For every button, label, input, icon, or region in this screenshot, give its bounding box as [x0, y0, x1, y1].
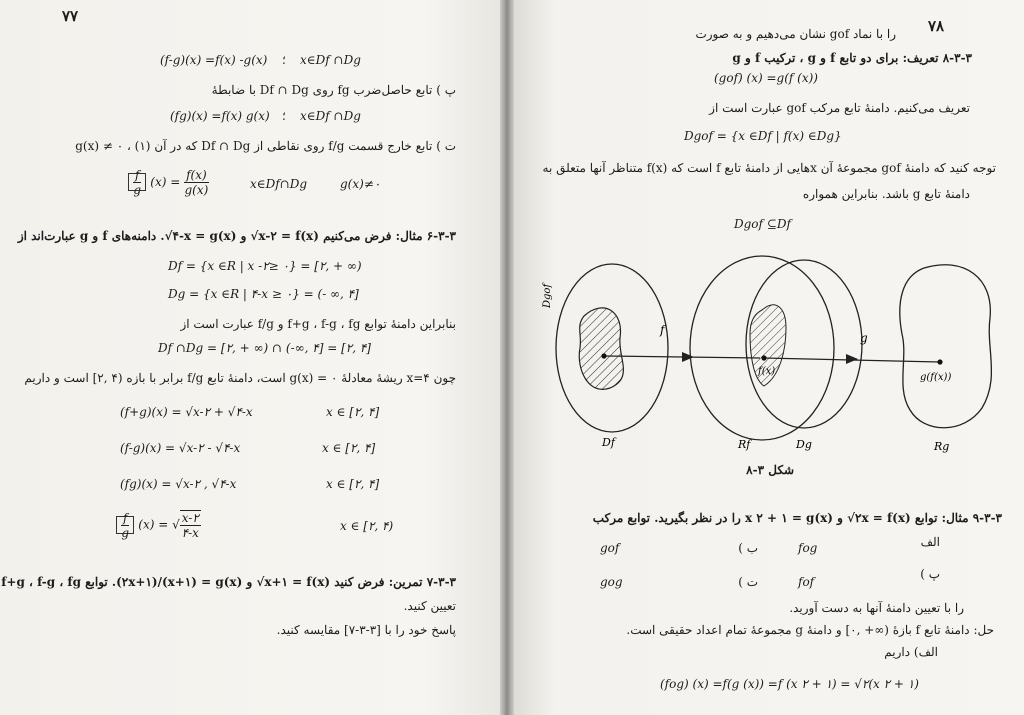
- item-label: پ ): [920, 567, 940, 581]
- quotient-formula: $\frac{f}{g}$ (x) = √ $\frac{x-۲}{۴-x}$: [116, 510, 201, 544]
- rad-num: x-۲: [181, 511, 199, 525]
- text-line: پاسخ خود را با [۳-۳-۷] مقایسه کنید.: [276, 623, 456, 637]
- formula: (fg)(x) = √x-۲ , √۴-x: [120, 477, 237, 491]
- frac-den: g: [121, 525, 130, 540]
- formula: (fg)(x) =f(x) g(x): [170, 109, 270, 123]
- example-heading: ۹-۳-۳ مثال: توابع ‎√۲x‎ = f(x) و x ۲ + ۱ = g(x) را در نظر بگیرید. توابع مرکب: [592, 511, 1002, 525]
- domain: x ∈ [۲, ۴]: [326, 477, 380, 491]
- text-line: را با نماد gof نشان می‌دهیم و به صورت: [695, 27, 896, 41]
- example-heading: ۶-۳-۳ مثال: فرض می‌کنیم ‎√x-۲‎ = f(x) و ‎√۴-x‎ = g(x). دامنه‌های f و g عبارت‌اند از: [17, 229, 456, 243]
- domain: x∈Df ∩Dg: [300, 109, 361, 123]
- item-label: ت ): [738, 575, 758, 589]
- quotient-formula: [128, 168, 209, 202]
- item-value: gog: [600, 575, 623, 589]
- formula: Dg = {x ∈R | ۴-x ≥ ۰} = (- ∞, ۴]: [168, 287, 359, 301]
- right-page: [514, 0, 1024, 715]
- domain: x∈Df∩Dg: [250, 177, 308, 191]
- formula: (f-g)(x) =f(x) -g(x): [160, 53, 268, 67]
- formula: (f+g)(x) = √x-۲ + √۴-x: [120, 405, 253, 419]
- text-line: بنابراین دامنهٔ توابع f+g ، f-g ، fg و f/g عبارت است از: [180, 317, 456, 331]
- arrow-f-head: [682, 352, 694, 362]
- text-line: ت ) تابع خارج قسمت f/g روی نقاطی از Df ∩ Dg که در آن g(x) ≠ ۰ ، (۱): [75, 139, 456, 153]
- item-value: fof: [798, 575, 815, 589]
- gof-region: [579, 308, 623, 390]
- label-fx: f(x): [758, 366, 776, 377]
- formula: Df ∩Dg = [۲, + ∞) ∩ (-∞, ۴] = [۲, ۴]: [158, 341, 371, 355]
- item-value: fog: [798, 541, 818, 555]
- figure-caption: شکل ۳-۸: [746, 463, 794, 477]
- formula: (gof) (x) =g(f (x)): [714, 71, 818, 85]
- rad-den: ۴-x: [181, 526, 199, 540]
- text-line: دامنهٔ تابع g باشد. بنابراین همواره: [802, 187, 970, 201]
- frac-num: f: [123, 510, 128, 525]
- rhs-num: f(x): [186, 168, 207, 182]
- point-fx: [761, 355, 766, 360]
- rhs-den: g(x): [184, 183, 209, 197]
- item-value: gof: [600, 541, 620, 555]
- label-dg: Dg: [796, 438, 812, 451]
- page-number: ۷۷: [62, 7, 79, 25]
- formula: Df = {x ∈R | x -۲≥ ۰} = [۲, + ∞): [168, 259, 362, 273]
- exercise-heading: ۷-۳-۳ تمرین: فرض کنید ‎√x+۱‎ = f(x) و ‎(۲x+۱)/(x+۱)‎ = g(x). توابع f+g ، f-g ، fg: [1, 575, 456, 589]
- label-g: g: [860, 331, 868, 345]
- mid: (x) =: [150, 175, 181, 189]
- domain: x∈Df ∩Dg: [300, 53, 361, 67]
- formula: Dgof = {x ∈Df | f(x) ∈Dg}: [684, 129, 842, 143]
- separator: ؛: [282, 109, 286, 123]
- domain: x ∈ [۲, ۴): [340, 519, 394, 533]
- text-line: الف) داریم: [884, 645, 938, 659]
- range-g-blob: [900, 265, 992, 428]
- label-dgof: Dgof: [542, 283, 553, 308]
- frac-den: g: [133, 183, 142, 197]
- condition: g(x)≠۰: [340, 177, 381, 191]
- label-rg: Rg: [934, 440, 950, 453]
- text-line: تعریف می‌کنیم. دامنهٔ تابع مرکب gof عبارت است از: [709, 101, 970, 115]
- left-page: [0, 0, 500, 715]
- separator: ؛: [282, 53, 286, 67]
- book-gutter: [500, 0, 514, 715]
- frac-num: f: [135, 168, 140, 182]
- composition-figure: [524, 238, 1014, 458]
- text-line: پ ) تابع حاصل‌ضرب fg روی Df ∩ Dg با ضابطهٔ: [211, 83, 456, 97]
- item-label: ب ): [738, 541, 758, 555]
- lhs: (x) =: [138, 517, 169, 532]
- label-f: f: [660, 323, 665, 337]
- domain: x ∈ [۲, ۴]: [326, 405, 380, 419]
- formula: (fog) (x) =f(g (x)) =f (x ۲ + ۱) = √۲(x ۲ + ۱): [660, 677, 919, 691]
- solution-line: حل: دامنهٔ تابع f بازهٔ (∞+ ,۰] و دامنهٔ g مجموعهٔ تمام اعداد حقیقی است.: [626, 623, 994, 637]
- text-line: تعیین کنید.: [403, 599, 456, 613]
- domain: x ∈ [۲, ۴]: [322, 441, 376, 455]
- text-line: توجه کنید که دامنهٔ gof مجموعهٔ آن xهایی از دامنهٔ تابع f است که f(x) متناظر آنها متعلق به: [542, 161, 996, 175]
- point-gfx: [937, 359, 942, 364]
- label-rf: Rf: [738, 438, 751, 451]
- formula: (f-g)(x) = √x-۲ - √۴-x: [120, 441, 241, 455]
- arrow-g-head: [846, 354, 858, 364]
- text-line: چون x=۴ ریشهٔ معادلهٔ g(x) = ۰ است، دامنهٔ تابع f/g برابر با بازه (۴ ,۲] است و داریم: [24, 371, 456, 385]
- formula: Dgof ⊆Df: [734, 217, 791, 231]
- label-df: Df: [602, 436, 615, 449]
- point-x: [601, 353, 606, 358]
- text-line: را با تعیین دامنهٔ آنها به دست آورید.: [789, 601, 964, 615]
- label-gfx: g(f(x)): [920, 372, 952, 383]
- page-number: ۷۸: [928, 17, 945, 35]
- definition-heading: ۸-۳-۳ تعریف: برای دو تابع f و g ، ترکیب f و g: [732, 51, 972, 65]
- item-label: الف: [920, 535, 940, 549]
